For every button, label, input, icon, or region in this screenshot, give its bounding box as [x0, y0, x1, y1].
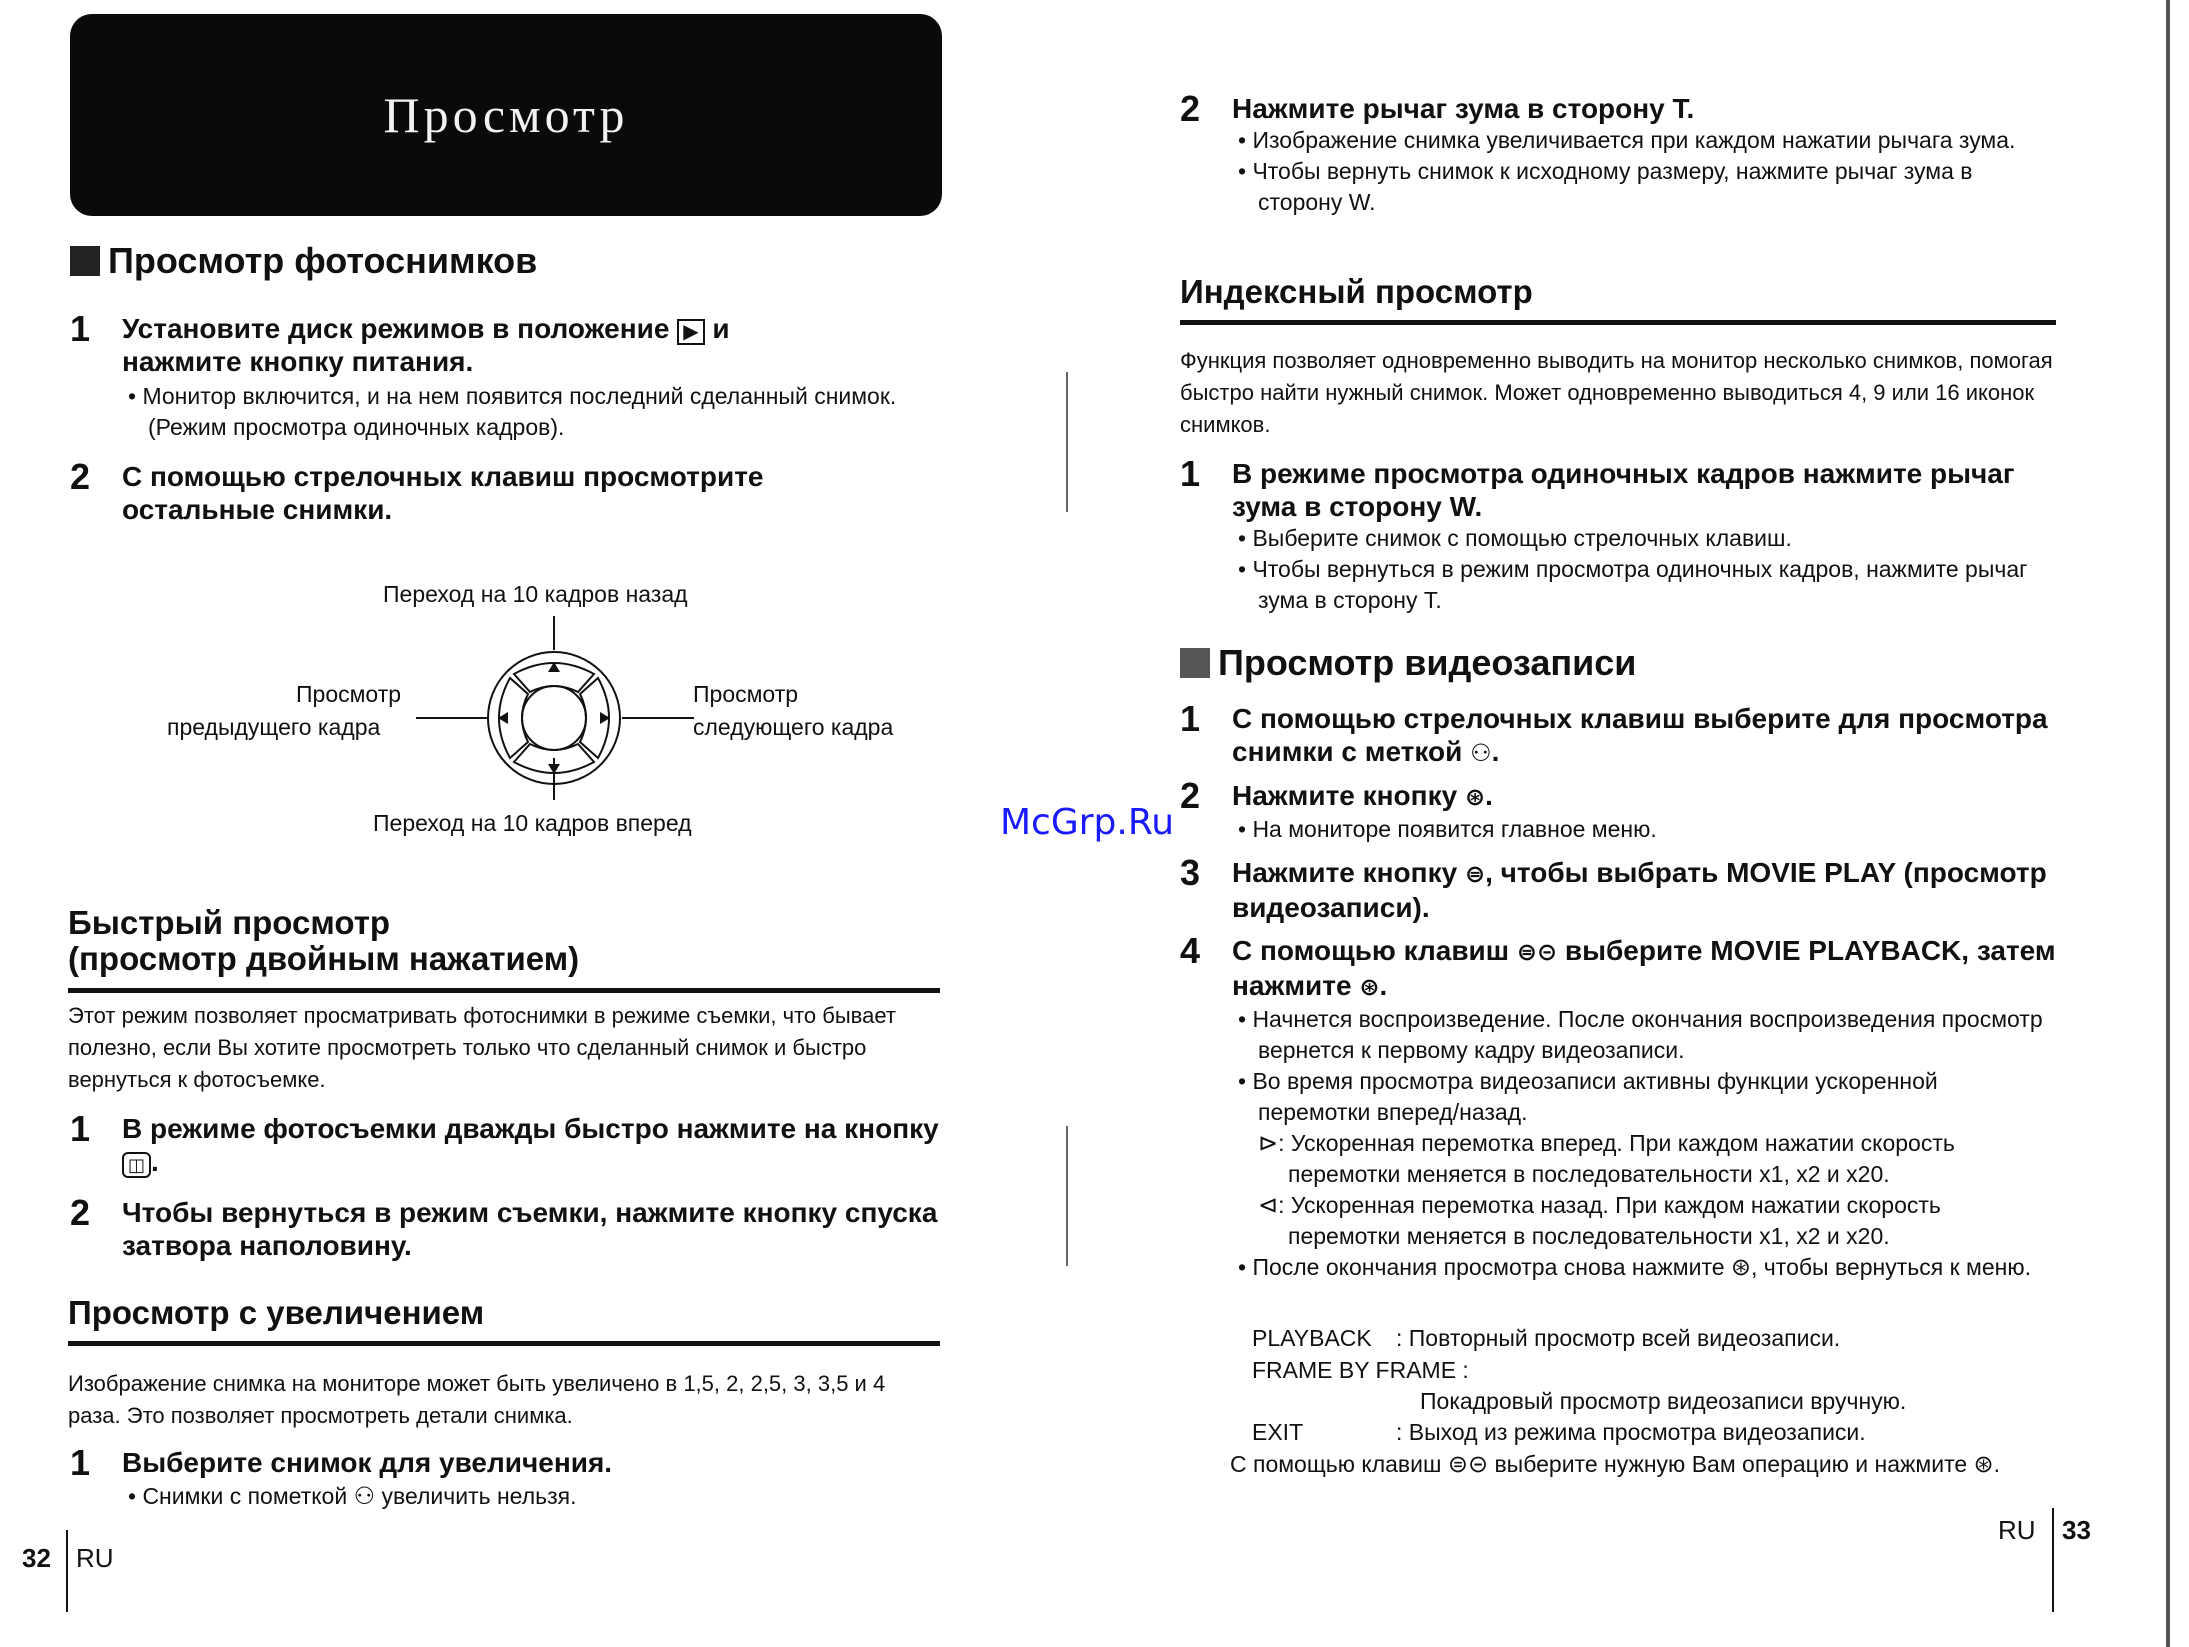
section-heading-photo: Просмотр фотоснимков	[70, 240, 537, 282]
divider	[68, 988, 940, 993]
page-divider-left	[66, 1530, 68, 1612]
scan-mark	[1066, 372, 1068, 512]
video-step-2: 2 Нажмите кнопку ⊛. • На мониторе появится главное меню.	[1180, 775, 1657, 842]
closing-instruction: С помощью клавиш ⊜⊝ выберите нужную Вам операцию и нажмите ⊛.	[1230, 1451, 2001, 1478]
page-divider-right	[2052, 1508, 2054, 1612]
video-step-4: 4 С помощью клавиш ⊜⊝ выберите MOVIE PLAYBACK, затем нажмите ⊛. • Начнется воспроизведение. После окончания воспроизведения просмотр вернется к первому кадру видеозаписи. • Во время просмотра видеозаписи активны функции ускоренной перемотки вперед/назад. ⊳: Ускоренная перемотка вперед. При каждом нажатии скорость перемотки меняется в последовательности x1, x2 и x20. ⊲: Ускоренная перемотка назад. При каждом нажатии скорость перемотки меняется в последовательности x1, x2 и x20. • После окончания просмотра снова нажмите ⊛, чтобы вернуться к меню.	[1180, 930, 2056, 1281]
quick-heading-a: Быстрый просмотр	[68, 904, 391, 941]
fast-forward-key-icon: ⊳	[1258, 1130, 1279, 1157]
divider	[1180, 320, 2056, 325]
ok-menu-button-icon: ⊛	[1464, 784, 1486, 811]
index-heading: Индексный просмотр	[1180, 273, 1533, 310]
page-lang-right: RU	[1998, 1515, 2036, 1545]
section-heading-video: Просмотр видеозаписи	[1180, 642, 1636, 684]
quick-paragraph: Этот режим позволяет просматривать фотоснимки в режиме съемки, что бывает полезно, если Вы хотите просмотреть только что сделанный снимок и быстро вернуться к фотосъемке.	[68, 1003, 896, 1092]
watermark: McGrp.Ru	[1000, 802, 1175, 843]
up-key-icon: ⊜	[1464, 861, 1486, 888]
zoom-step-1: 1 Выберите снимок для увеличения. • Снимки с пометкой ⚇ увеличить нельзя.	[70, 1442, 613, 1510]
scan-mark	[1066, 1126, 1068, 1266]
ok-menu-button-icon: ⊛	[1359, 974, 1380, 1001]
label-prev-b: предыдущего кадра	[167, 714, 381, 740]
ok-menu-button-icon: ⊛	[1973, 1451, 1994, 1478]
movie-icon: ⚇	[353, 1483, 376, 1510]
divider	[68, 1341, 940, 1346]
zoom-heading: Просмотр с увеличением	[68, 1294, 485, 1331]
label-back-10: Переход на 10 кадров назад	[383, 581, 688, 607]
zoom-paragraph: Изображение снимка на мониторе может быть увеличено в 1,5, 2, 2,5, 3, 3,5 и 4 раза. Это позволяет просмотреть детали снимка.	[68, 1371, 886, 1428]
photo-step-2: 2 С помощью стрелочных клавиш просмотрите остальные снимки.	[70, 456, 764, 525]
chapter-title: Просмотр	[383, 87, 629, 143]
option-playback-desc: : Повторный просмотр всей видеозаписи.	[1396, 1325, 1841, 1351]
page-number-right: 33	[2062, 1515, 2091, 1545]
label-next-b: следующего кадра	[693, 714, 894, 740]
option-playback-key: PLAYBACK	[1252, 1325, 1372, 1351]
page-lang-left: RU	[76, 1543, 114, 1573]
option-exit-desc: : Выход из режима просмотра видеозаписи.	[1396, 1419, 1866, 1445]
index-step-1: 1 В режиме просмотра одиночных кадров нажмите рычаг зума в сторону W. • Выберите снимок с помощью стрелочных клавиш. • Чтобы вернуться в режим просмотра одиночных кадров, нажмите рычаг зума в сторону T.	[1180, 453, 2028, 613]
quick-heading-b: (просмотр двойным нажатием)	[68, 940, 580, 977]
play-mode-icon: ▶	[677, 319, 704, 345]
movie-icon: ⚇	[1470, 740, 1492, 767]
option-frame-desc: Покадровый просмотр видеозаписи вручную.	[1420, 1388, 1907, 1414]
scan-edge	[2166, 0, 2170, 1647]
arrow-pad-center-button	[522, 686, 586, 750]
option-exit-key: EXIT	[1252, 1419, 1304, 1445]
index-paragraph: Функция позволяет одновременно выводить на монитор несколько снимков, помогая быстро найти нужный снимок. Может одновременно выводиться 4, 9 или 16 иконок снимков.	[1180, 348, 2053, 437]
ok-menu-button-icon: ⊛	[1730, 1254, 1752, 1281]
zoom-step-2: 2 Нажмите рычаг зума в сторону T. • Изображение снимка увеличивается при каждом нажатии рычага зума. • Чтобы вернуть снимок к исходному размеру, нажмите рычаг зума в сторону W.	[1180, 88, 2016, 215]
section-marker-icon	[1180, 648, 1210, 678]
quick-step-2: 2 Чтобы вернуться в режим съемки, нажмите кнопку спуска затвора наполовину.	[70, 1192, 938, 1261]
up-down-keys-icon: ⊜⊝	[1447, 1451, 1489, 1478]
photo-step-1: 1 Установите диск режимов в положение ▶ и нажмите кнопку питания. • Монитор включится, и на нем появится последний сделанный снимок. (Режим просмотра одиночных кадров).	[70, 308, 897, 440]
section-marker-icon	[70, 246, 100, 276]
option-frame-key: FRAME BY FRAME :	[1252, 1357, 1469, 1383]
label-prev-a: Просмотр	[296, 681, 402, 707]
arrow-pad-diagram	[400, 600, 700, 830]
chapter-banner	[70, 14, 942, 216]
rewind-key-icon: ⊲	[1258, 1192, 1279, 1219]
up-down-keys-icon: ⊜⊝	[1516, 939, 1558, 966]
video-step-1: 1 С помощью стрелочных клавиш выберите для просмотра снимки с меткой ⚇.	[1180, 698, 2048, 767]
page-number-left: 32	[22, 1543, 51, 1573]
label-next-a: Просмотр	[693, 681, 799, 707]
quick-view-button-icon: ◫	[122, 1152, 151, 1178]
label-forward-10: Переход на 10 кадров вперед	[373, 810, 692, 836]
video-step-3: 3 Нажмите кнопку ⊜, чтобы выбрать MOVIE PLAY (просмотр видеозаписи).	[1180, 852, 2047, 923]
quick-step-1: 1 В режиме фотосъемки дважды быстро нажмите на кнопку ◫ .	[70, 1108, 939, 1177]
